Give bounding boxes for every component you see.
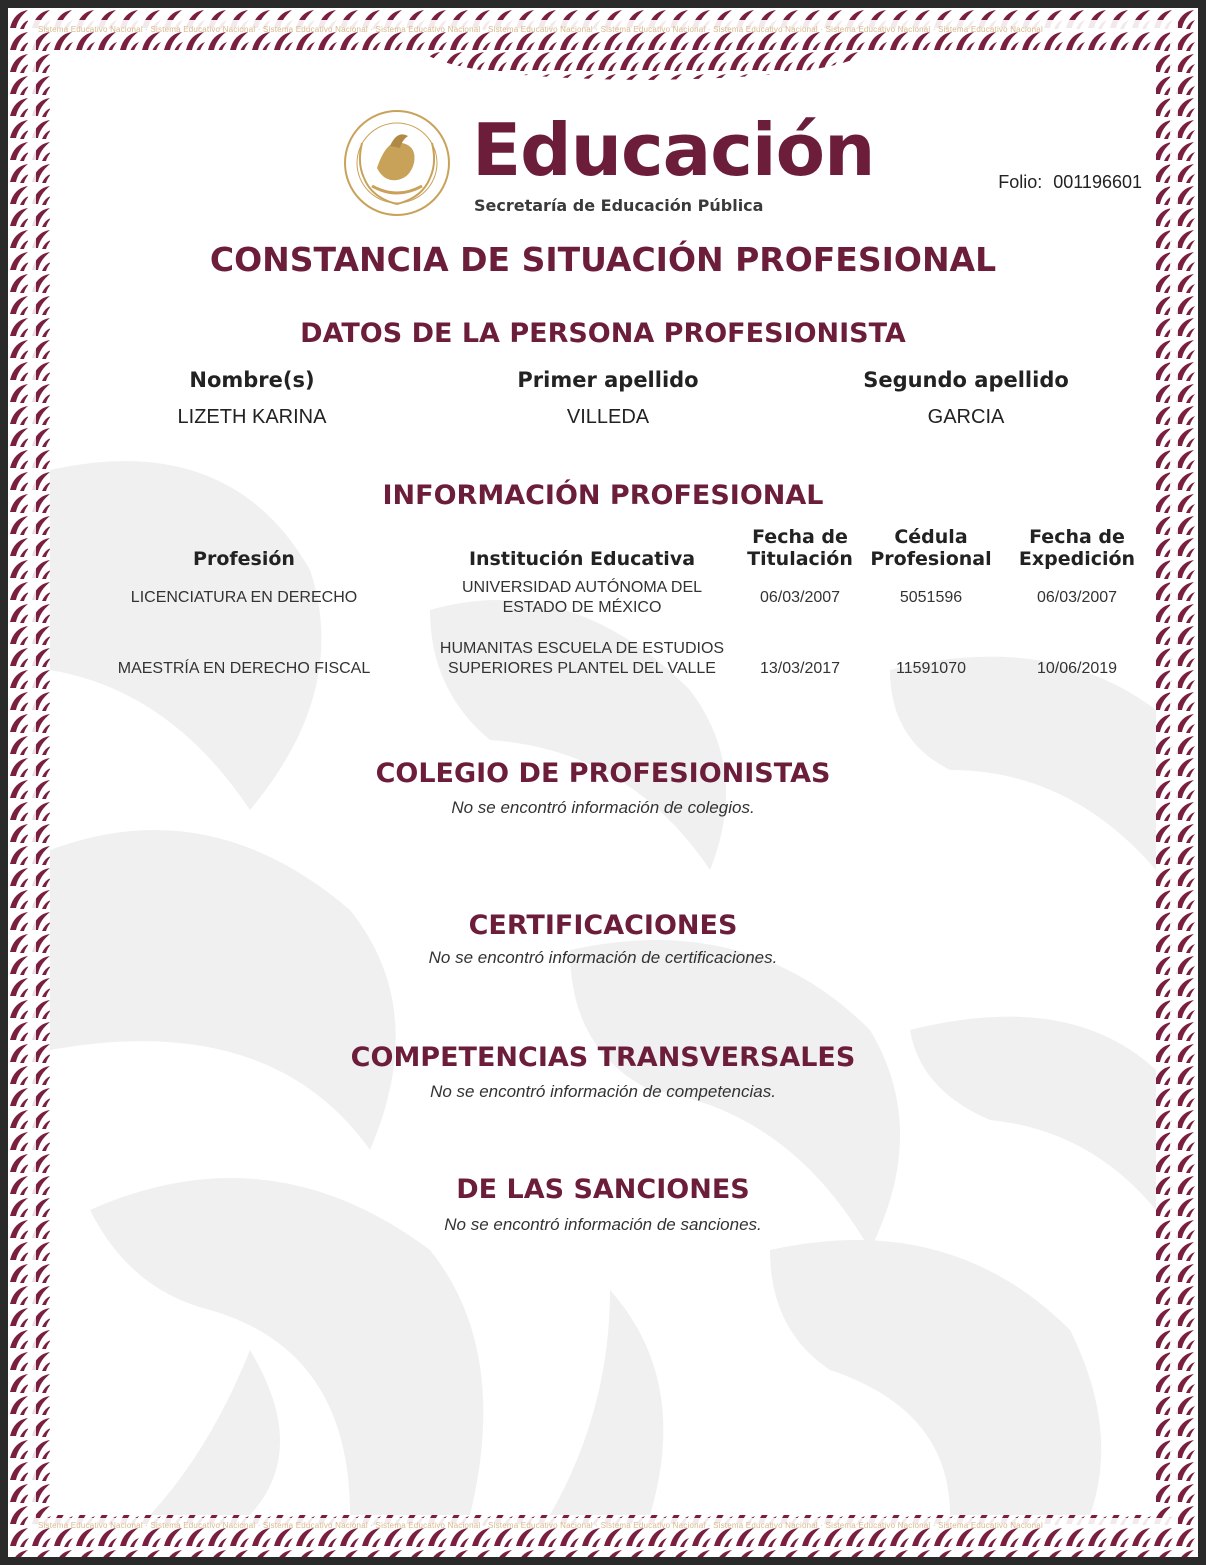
row1-fecha-expedicion: 06/03/2007 (1036, 589, 1118, 606)
brand-title: Educación (472, 108, 875, 192)
header-cedula-line1: Cédula (894, 526, 968, 548)
header-fecha-expedicion-line2: Expedición (1018, 548, 1136, 570)
nombre-value: LIZETH KARINA (177, 406, 327, 428)
row2-profesion: MAESTRÍA EN DERECHO FISCAL (117, 660, 371, 677)
document-body (50, 50, 1156, 1515)
document-title: CONSTANCIA DE SITUACIÓN PROFESIONAL (209, 240, 997, 279)
header-logo (342, 108, 882, 228)
row2-institucion-line1: HUMANITAS ESCUELA DE ESTUDIOS (439, 640, 725, 657)
primer-apellido-column (458, 368, 758, 429)
certificaciones-empty-message: No se encontró información de certificaciones. (428, 948, 778, 967)
folio (992, 172, 1142, 193)
segundo-apellido-column (816, 368, 1116, 429)
primer-apellido-value: VILLEDA (566, 406, 650, 428)
nombre-column (102, 368, 402, 429)
header-fecha-expedicion (1007, 526, 1147, 570)
row1-institucion (432, 578, 732, 618)
section-title-profesional: INFORMACIÓN PROFESIONAL (382, 480, 824, 511)
row1-institucion-line1: UNIVERSIDAD AUTÓNOMA DEL (461, 579, 703, 596)
segundo-apellido-value: GARCIA (927, 406, 1005, 428)
folio-label: Folio: (998, 172, 1043, 192)
section-title-sanciones: DE LAS SANCIONES (456, 1174, 750, 1205)
section-title-certificaciones: CERTIFICACIONES (468, 910, 738, 941)
row2-cedula: 11591070 (896, 660, 966, 677)
header-fecha-titulacion-line2: Titulación (747, 548, 853, 570)
border-microtext-bottom: Sistema Educativo Nacional · Sistema Educativo Nacional · Sistema Educativo Nacional · Sistema Educativo Nacional · Sistema Educativo Nacional · Sistema Educativo Nacional · Sistema Educativo Nacional · Sistema Educativo Nacional · Sistema Educativo Nacional (38, 1521, 1043, 1530)
border-microtext-top: Sistema Educativo Nacional · Sistema Educativo Nacional · Sistema Educativo Nacional · Sistema Educativo Nacional · Sistema Educativo Nacional · Sistema Educativo Nacional · Sistema Educativo Nacional · Sistema Educativo Nacional · Sistema Educativo Nacional (38, 25, 1043, 34)
competencias-empty-message: No se encontró información de competencias. (430, 1082, 776, 1101)
nombre-label: Nombre(s) (189, 368, 315, 392)
brand-subtitle: Secretaría de Educación Pública (474, 196, 764, 215)
person-data (50, 368, 1156, 448)
colegio-empty-message: No se encontró información de colegios. (451, 798, 755, 817)
header-fecha-expedicion-line1: Fecha de (1029, 526, 1125, 548)
row1-cedula: 5051596 (899, 589, 963, 606)
row1-profesion: LICENCIATURA EN DERECHO (130, 589, 358, 606)
sanciones-empty-message: No se encontró información de sanciones. (444, 1215, 762, 1234)
section-title-persona: DATOS DE LA PERSONA PROFESIONISTA (300, 318, 906, 349)
header-cedula-line2: Profesional (870, 548, 992, 570)
row2-fecha-expedicion: 10/06/2019 (1036, 660, 1118, 677)
row1-fecha-titulacion: 06/03/2007 (759, 589, 841, 606)
header-cedula (866, 526, 996, 570)
header-fecha-titulacion (740, 526, 860, 570)
segundo-apellido-label: Segundo apellido (863, 368, 1069, 392)
primer-apellido-label: Primer apellido (517, 368, 699, 392)
document-page (8, 8, 1198, 1557)
row2-institucion-line2: SUPERIORES PLANTEL DEL VALLE (448, 660, 716, 677)
header-profesion: Profesión (193, 548, 295, 570)
row1-institucion-line2: ESTADO DE MÉXICO (502, 599, 662, 616)
section-title-colegio: COLEGIO DE PROFESIONISTAS (375, 758, 831, 789)
header-fecha-titulacion-line1: Fecha de (752, 526, 848, 548)
row2-fecha-titulacion: 13/03/2017 (759, 660, 841, 677)
row2-institucion (432, 639, 732, 679)
header-institucion: Institución Educativa (468, 548, 696, 570)
national-seal-icon (342, 108, 452, 218)
folio-value: 001196601 (1053, 172, 1142, 192)
section-title-competencias: COMPETENCIAS TRANSVERSALES (350, 1042, 856, 1073)
